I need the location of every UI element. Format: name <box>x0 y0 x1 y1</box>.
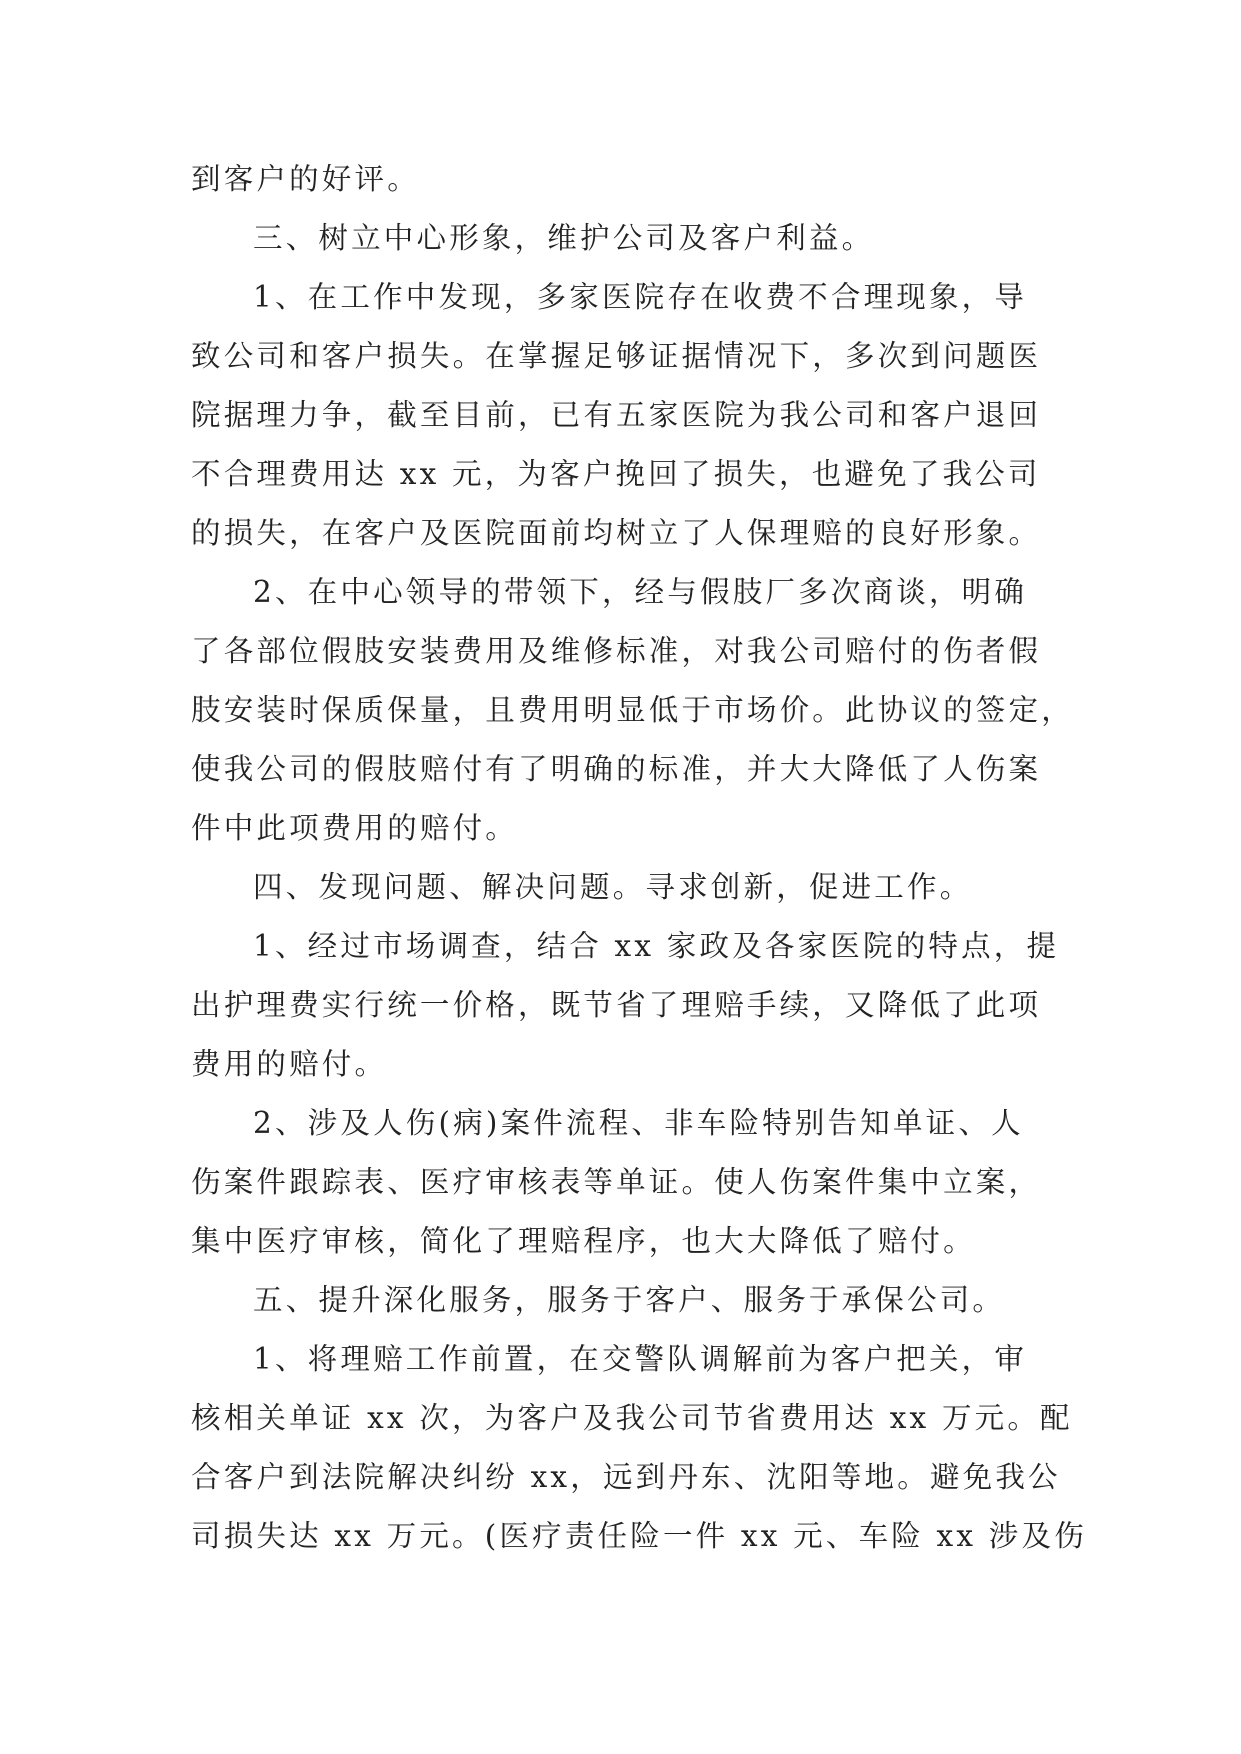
text-line: 司损失达 xx 万元。(医疗责任险一件 xx 元、车险 xx 涉及伤 <box>191 1519 1087 1553</box>
text-line: 肢安装时保质保量，且费用明显低于市场价。此协议的签定， <box>191 693 1074 727</box>
section-heading: 三、树立中心形象，维护公司及客户利益。 <box>253 221 875 255</box>
text-line: 院据理力争，截至目前，已有五家医院为我公司和客户退回 <box>191 398 1042 432</box>
text-line: 2、在中心领导的带领下，经与假肢厂多次商谈，明确 <box>253 575 1028 609</box>
text-line: 集中医疗审核，简化了理赔程序，也大大降低了赔付。 <box>191 1224 976 1258</box>
text-line: 1、经过市场调查，结合 xx 家政及各家医院的特点，提 <box>253 929 1060 963</box>
text-line: 费用的赔付。 <box>191 1047 388 1081</box>
text-line: 件中此项费用的赔付。 <box>191 811 519 845</box>
text-line: 2、涉及人伤(病)案件流程、非车险特别告知单证、人 <box>253 1106 1024 1140</box>
text-line: 1、将理赔工作前置，在交警队调解前为客户把关，审 <box>253 1342 1028 1376</box>
text-line: 到客户的好评。 <box>191 162 420 196</box>
document-body <box>191 150 1087 1566</box>
text-line: 出护理费实行统一价格，既节省了理赔手续，又降低了此项 <box>191 988 1042 1022</box>
text-line: 合客户到法院解决纠纷 xx，远到丹东、沈阳等地。避免我公 <box>191 1460 1061 1494</box>
text-line: 致公司和客户损失。在掌握足够证据情况下，多次到问题医 <box>191 339 1042 373</box>
section-heading: 四、发现问题、解决问题。寻求创新，促进工作。 <box>253 870 973 904</box>
text-line: 不合理费用达 xx 元，为客户挽回了损失，也避免了我公司 <box>191 457 1041 491</box>
text-line: 使我公司的假肢赔付有了明确的标准，并大大降低了人伤案 <box>191 752 1042 786</box>
text-line: 伤案件跟踪表、医疗审核表等单证。使人伤案件集中立案， <box>191 1165 1042 1199</box>
text-line: 的损失，在客户及医院面前均树立了人保理赔的良好形象。 <box>191 516 1042 550</box>
text-line: 了各部位假肢安装费用及维修标准，对我公司赔付的伤者假 <box>191 634 1042 668</box>
text-line: 1、在工作中发现，多家医院存在收费不合理现象，导 <box>253 280 1028 314</box>
text-line: 核相关单证 xx 次，为客户及我公司节省费用达 xx 万元。配 <box>191 1401 1073 1435</box>
section-heading: 五、提升深化服务，服务于客户、服务于承保公司。 <box>253 1283 1006 1317</box>
